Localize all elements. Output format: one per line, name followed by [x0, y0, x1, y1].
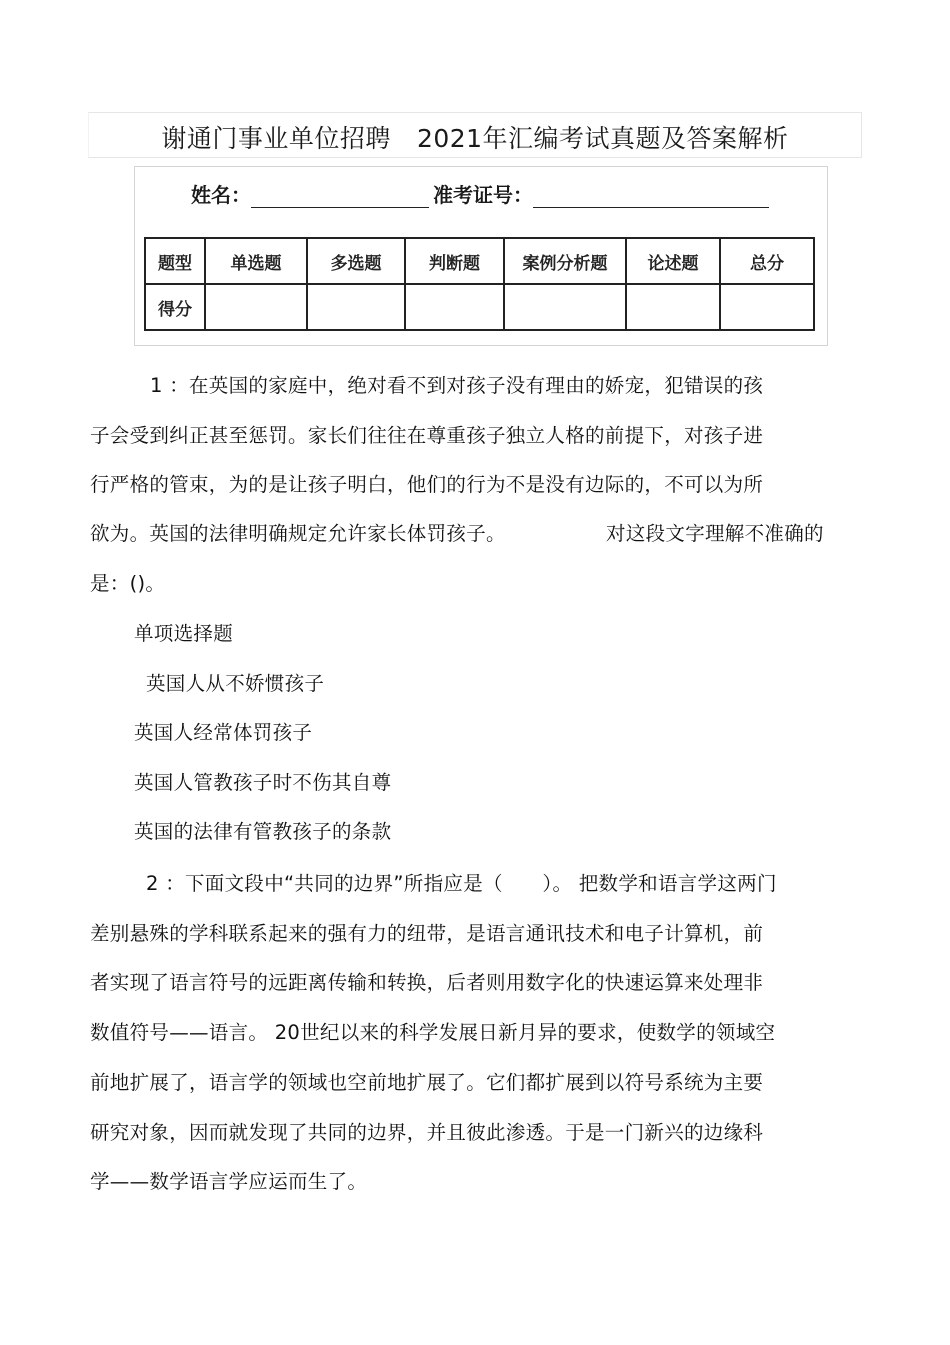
- header-cell: 总分: [720, 238, 814, 284]
- q2-line: 差别悬殊的学科联系起来的强有力的纽带，是语言通讯技术和电子计算机，前: [90, 922, 764, 945]
- page-title: [89, 119, 861, 155]
- exam-info-box: [134, 166, 828, 346]
- header-cell: 论述题: [626, 238, 720, 284]
- score-table: [144, 237, 815, 331]
- q1-line: 欲为。英国的法律明确规定允许家长体罚孩子。: [90, 522, 506, 545]
- header-cell: 案例分析题: [504, 238, 626, 284]
- q1-line: 对这段文字理解不准确的: [606, 522, 824, 545]
- name-label: 姓名：: [191, 183, 251, 207]
- q2-line: 学——数学语言学应运而生了。: [90, 1170, 368, 1193]
- score-cell: [205, 284, 307, 330]
- id-blank: [533, 185, 769, 208]
- header-cell: 判断题: [405, 238, 504, 284]
- row-label-cell: 得分: [145, 284, 205, 330]
- score-cell: [626, 284, 720, 330]
- name-blank: [251, 185, 429, 208]
- q1-line: 子会受到纠正甚至惩罚。家长们往往在尊重孩子独立人格的前提下，对孩子进: [90, 424, 764, 447]
- q2-line: 者实现了语言符号的远距离传输和转换，后者则用数字化的快速运算来处理非: [90, 971, 764, 994]
- option-item: 英国人从不娇惯孩子: [146, 672, 325, 695]
- id-label: 准考证号：: [433, 183, 533, 207]
- header-cell: 单选题: [205, 238, 307, 284]
- question-type: 单项选择题: [134, 622, 234, 645]
- title-part2: 2021年汇编考试真题及答案解析: [416, 124, 789, 153]
- q1-line: 1 ：在英国的家庭中，绝对看不到对孩子没有理由的娇宠，犯错误的孩: [150, 374, 764, 397]
- score-cell: [504, 284, 626, 330]
- q2-line: 2 ：下面文段中“共同的边界”所指应是（ ）。 把数学和语言学这两门: [146, 872, 777, 895]
- q1-line: 行严格的管束，为的是让孩子明白，他们的行为不是没有边际的，不可以为所: [90, 473, 764, 496]
- option-item: 英国人管教孩子时不伤其自尊: [134, 771, 392, 794]
- score-header-row: [145, 238, 814, 284]
- score-value-row: [145, 284, 814, 330]
- candidate-info-row: [191, 179, 769, 208]
- q2-line: 数值符号——语言。 20世纪以来的科学发展日新月异的要求，使数学的领域空: [90, 1021, 776, 1044]
- option-item: 英国人经常体罚孩子: [134, 721, 313, 744]
- title-bar: [88, 112, 862, 158]
- q2-line: 研究对象，因而就发现了共同的边界，并且彼此渗透。于是一门新兴的边缘科: [90, 1121, 764, 1144]
- q2-line: 前地扩展了，语言学的领域也空前地扩展了。它们都扩展到以符号系统为主要: [90, 1071, 764, 1094]
- score-cell: [405, 284, 504, 330]
- header-cell: 多选题: [307, 238, 405, 284]
- header-cell: 题型: [145, 238, 205, 284]
- option-item: 英国的法律有管教孩子的条款: [134, 820, 392, 843]
- score-cell: [720, 284, 814, 330]
- title-part1: 谢通门事业单位招聘: [161, 124, 391, 153]
- q1-line: 是：()。: [90, 572, 166, 595]
- score-cell: [307, 284, 405, 330]
